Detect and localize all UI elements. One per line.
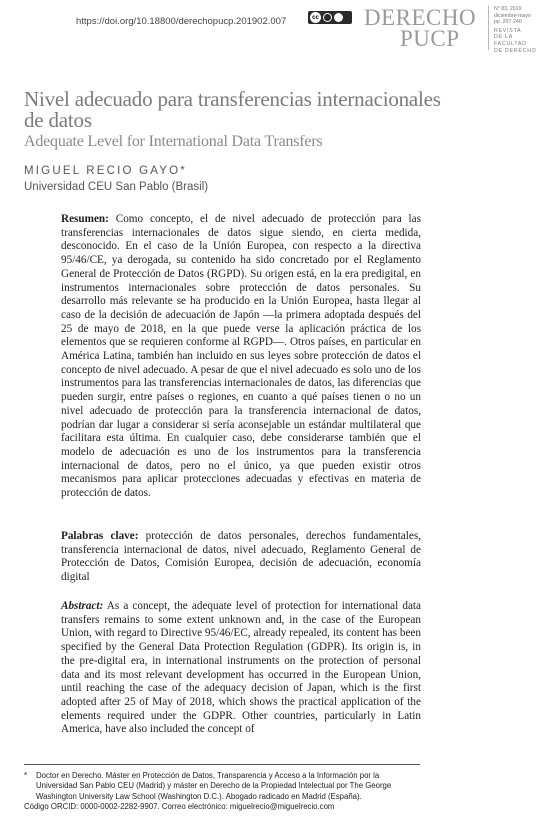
- abstract-text: As a concept, the adequate level of protection for international data transfers remains to some extent unknown and, in the case of the European Union, with regard to Directive 95/46/EC, already repealed, its content has been specified by the General Data Protection Regulation (GDPR). Its origin is, in the pre-digital era, in international instruments on the protection of personal data and its most relevant development has occurred in the European Union, until reaching the case of the adequacy decision of Japan, which is the first adopted after 25 of May of 2018, which shows the practical application of the elements required under the GDPR. Other countries, particularly in Latin America, have also included the concept of: [61, 600, 421, 736]
- footnote-text: Doctor en Derecho. Máster en Protección de Datos, Transparencia y Acceso a la Información por la Universidad San Pablo CEU (Madrid) y máster en Derecho de la Propiedad Intelectual por The George Washington University Law School (Washington D.C.). Abogado radicado en Madrid (España).: [36, 771, 392, 801]
- resumen-label: Resumen:: [61, 213, 109, 225]
- publisher-line2: DE LA FACULTAD: [494, 34, 527, 47]
- issue-info: [494, 6, 539, 54]
- resumen-paragraph: [61, 213, 421, 501]
- journal-logo: [364, 7, 476, 49]
- journal-name-line1: DERECHO: [364, 5, 477, 30]
- abstract-paragraph: [61, 600, 421, 737]
- attribution-icon: [323, 13, 332, 22]
- article-subtitle: Adequate Level for International Data Transfers: [24, 133, 323, 150]
- cc-icon: cc: [310, 12, 321, 23]
- resumen-text: Como concepto, el de nivel adecuado de protección para las transferencias internacionales de datos sigue siendo, en cierta medida, desconocido. En el caso de la Unión Europea, con respecto a la directiva 95/46/CE, ya derogada, su contenido ha sido concretado por el Reglamento General de Protección de Datos (RGPD). Su origen está, en la era predigital, en instrumentos internacionales sobre protección de datos personales. Su desarrollo más relevante se ha producido en la Unión Europea, hasta llegar al caso de la decisión de adecuación de Japón —la primera adoptada después del 25 de mayo de 2018, en la que puede verse la aplicación práctica de los elementos que se requieren conforme al RGPD—. Otros países, en particular en América Latina, también han incluido en sus leyes sobre protección de datos el concepto de nivel adecuado. A pesar de que el nivel adecuado es solo uno de los instrumentos para las transferencias internacionales de datos, las diferencias que pueden surgir, entre países o regiones, en cuanto a qué países tienen o no un nivel adecuado de protección para la transferencia internacional de datos, podrían dar lugar a considerar si sería aconsejable un estándar multilateral que facilitara esta última. En cualquier caso, debe considerarse también que el modelo de adecuación es uno de los instrumentos para la transferencia internacional de datos, pero no el único, ya que pueden existir otros mecanismos para aplicar protecciones adecuadas y efectivas en materia de protección de datos.: [61, 213, 421, 500]
- doi-url[interactable]: https://doi.org/10.18800/derechopucp.201902.007: [76, 16, 287, 27]
- issue-pages: pp. 207-240: [494, 19, 522, 26]
- abstract-label: Abstract:: [61, 600, 104, 612]
- author-name: MIGUEL RECIO GAYO*: [24, 165, 187, 177]
- noncommercial-icon: [334, 13, 343, 22]
- cc-license-badge[interactable]: [308, 11, 352, 24]
- journal-name-line2: PUCP: [400, 26, 460, 51]
- article-title: Nivel adecuado para transferencias internacionales de datos: [24, 87, 441, 132]
- header-divider: [488, 6, 489, 50]
- issue-period: diciembre-mayo: [494, 12, 531, 19]
- footnote-orcid: Código ORCID: 0000-0002-2282-9907. Correo electrónico: miguelrecio@miguelrecio.com: [24, 801, 335, 811]
- footnote-mark: *: [24, 771, 28, 780]
- footnote-divider: [24, 764, 420, 765]
- doi-link[interactable]: [76, 16, 286, 27]
- keywords-text: protección de datos personales, derechos fundamentales, transferencia internacional de datos, nivel adecuado, Reglamento General de Protección de Datos, Comisión Europea, decisión de adecuación, economía digital: [61, 530, 421, 584]
- footnote: [24, 771, 422, 812]
- author-affiliation: Universidad CEU San Pablo (Brasil): [24, 181, 209, 193]
- keywords-paragraph: [61, 530, 421, 585]
- publisher-line1: REVISTA: [494, 27, 522, 34]
- keywords-label: Palabras clave:: [61, 530, 139, 542]
- issue-number: N° 83, 2019: [494, 6, 522, 12]
- publisher-line3: DE DERECHO: [494, 47, 537, 54]
